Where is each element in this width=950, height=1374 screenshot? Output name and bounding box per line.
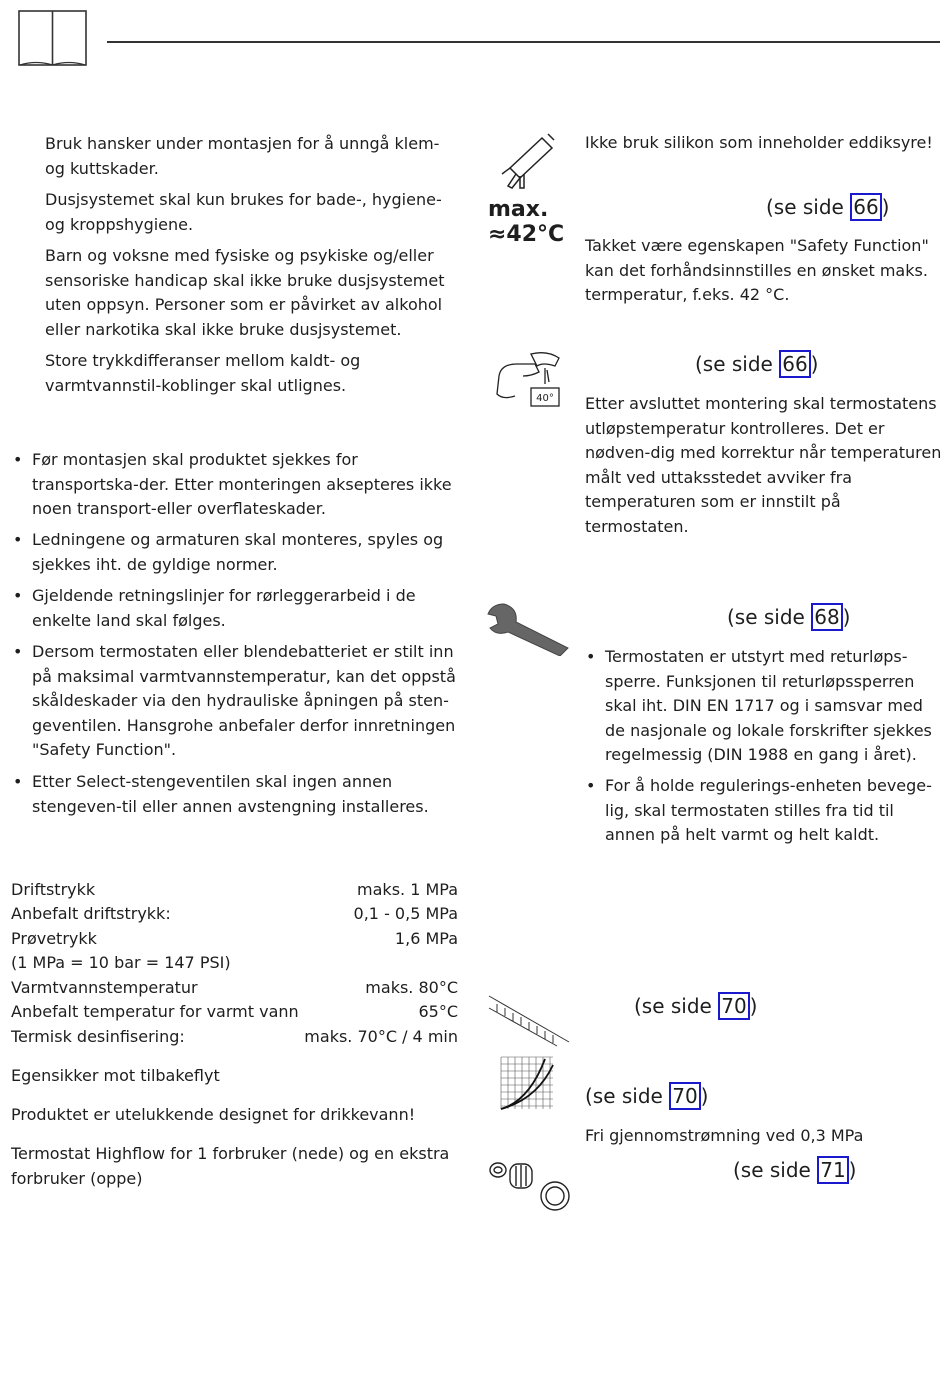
temperature-label: ≈42°C	[488, 222, 565, 247]
page-reference-maintenance: (se side 68 )	[727, 605, 851, 629]
svg-text:40°: 40°	[536, 393, 554, 404]
safety-paragraph: Barn og voksne med fysiske og psykiske og/eller sensoriske handicap skal ikke bruke dusjsystemet uten oppsyn. Personer som er påvirket av alkohol eller narkotika skal ikke bruke dusjsystemet.	[45, 246, 445, 339]
page-number-box: 68	[811, 603, 842, 631]
bullet-dot: •	[13, 642, 23, 661]
bullet-dot: •	[13, 772, 23, 791]
safety-paragraph: Store trykkdifferanser mellom kaldt- og varmtvannstil-koblinger skal utlignes.	[45, 351, 361, 395]
bullet-dot: •	[586, 647, 596, 666]
max-label: max.	[488, 197, 549, 222]
bullet-dot: •	[13, 530, 23, 549]
dimensions-icon	[487, 994, 571, 1048]
list-item: • Gjeldende retningslinjer for rørleggerarbeid i de enkelte land skal følges.	[13, 586, 416, 630]
safety-function-text: Takket være egenskapen "Safety Function" kan det forhåndsinnstilles en ønsket maks. termperatur, f.eks. 42 °C.	[585, 236, 929, 304]
thermometer-hand-icon	[493, 350, 563, 410]
page-number-box: 71	[817, 1156, 848, 1184]
list-item: • For å holde regulerings-enheten bevege-lig, skal termostaten stilles fra tid til annen på helt varmt og helt kaldt.	[586, 776, 932, 844]
spec-row: Driftstrykk maks. 1 MPa	[11, 880, 458, 899]
spec-note: Produktet er utelukkende designet for drikkevann!	[11, 1105, 416, 1124]
list-item: • Dersom termostaten eller blendebatteriet er stilt inn på maksimal varmtvannstemperatur, kan det oppstå skåldeskader via den hydrauliske åpningen på sten-geventilen. Hansgrohe anbefaler derfor innretningen "Safety Function".	[13, 642, 456, 759]
spec-row: Anbefalt driftstrykk: 0,1 - 0,5 MPa	[11, 904, 458, 923]
page-number-box: 70	[718, 992, 749, 1020]
wrench-icon	[486, 600, 570, 656]
list-item: • Ledningene og armaturen skal monteres, spyles og sjekkes iht. de gyldige normer.	[13, 530, 444, 574]
spec-row: Termisk desinfisering: maks. 70°C / 4 min	[11, 1027, 458, 1046]
page-reference-dimensions: (se side 70 )	[634, 994, 758, 1018]
page-reference-flow: (se side 70 )	[585, 1084, 709, 1108]
page-number-box: 66	[850, 193, 881, 221]
page-reference-adjustment: (se side 66 )	[695, 352, 819, 376]
silicone-warning: Ikke bruk silikon som inneholder eddiksyre!	[585, 133, 933, 152]
flow-text: Fri gjennomstrømning ved 0,3 MPa	[585, 1126, 864, 1145]
spec-note: Termostat Highflow for 1 forbruker (nede) og en ekstra forbruker (oppe)	[11, 1144, 450, 1188]
safety-paragraph: Bruk hansker under montasjen for å unngå klem- og kuttskader.	[45, 134, 440, 178]
silicone-gun-icon	[498, 130, 560, 192]
spec-note: Egensikker mot tilbakeflyt	[11, 1066, 220, 1085]
page-number-box: 70	[669, 1082, 700, 1110]
bullet-dot: •	[13, 586, 23, 605]
flow-diagram-icon	[499, 1055, 555, 1111]
manual-book-icon	[18, 10, 88, 68]
spec-row: Varmtvannstemperatur maks. 80°C	[11, 978, 458, 997]
adjustment-text: Etter avsluttet montering skal termostatens utløpstemperatur kontrolleres. Det er nødven-dig med korrektur når temperaturen målt ved uttaksstedet avviker fra temperaturen som er innstilt på termostaten.	[585, 394, 942, 536]
list-item: • Etter Select-stengeventilen skal ingen annen stengeven-til eller annen avstengning installeres.	[13, 772, 429, 816]
spec-row: Prøvetrykk 1,6 MPa	[11, 929, 458, 948]
page-reference-parts: (se side 71 )	[733, 1158, 857, 1182]
spec-row: (1 MPa = 10 bar = 147 PSI)	[11, 953, 231, 972]
page-reference-safety-function: (se side 66 )	[766, 195, 890, 219]
safety-paragraph: Dusjsystemet skal kun brukes for bade-, hygiene- og kroppshygiene.	[45, 190, 442, 234]
list-item: • Før montasjen skal produktet sjekkes for transportska-der. Etter monteringen aksepteres ikke noen transport-eller overflateskader.	[13, 450, 452, 518]
header-rule	[107, 41, 940, 43]
spec-row: Anbefalt temperatur for varmt vann 65°C	[11, 1002, 458, 1021]
spare-parts-icon	[488, 1158, 574, 1212]
list-item: • Termostaten er utstyrt med returløps-sperre. Funksjonen til returløpssperren skal iht. DIN EN 1717 og i samsvar med de nasjonale og lokale forskrifter sjekkes regelmessig (DIN 1988 en gang i året).	[586, 647, 932, 764]
page-number-box: 66	[779, 350, 810, 378]
bullet-dot: •	[586, 776, 596, 795]
bullet-dot: •	[13, 450, 23, 469]
